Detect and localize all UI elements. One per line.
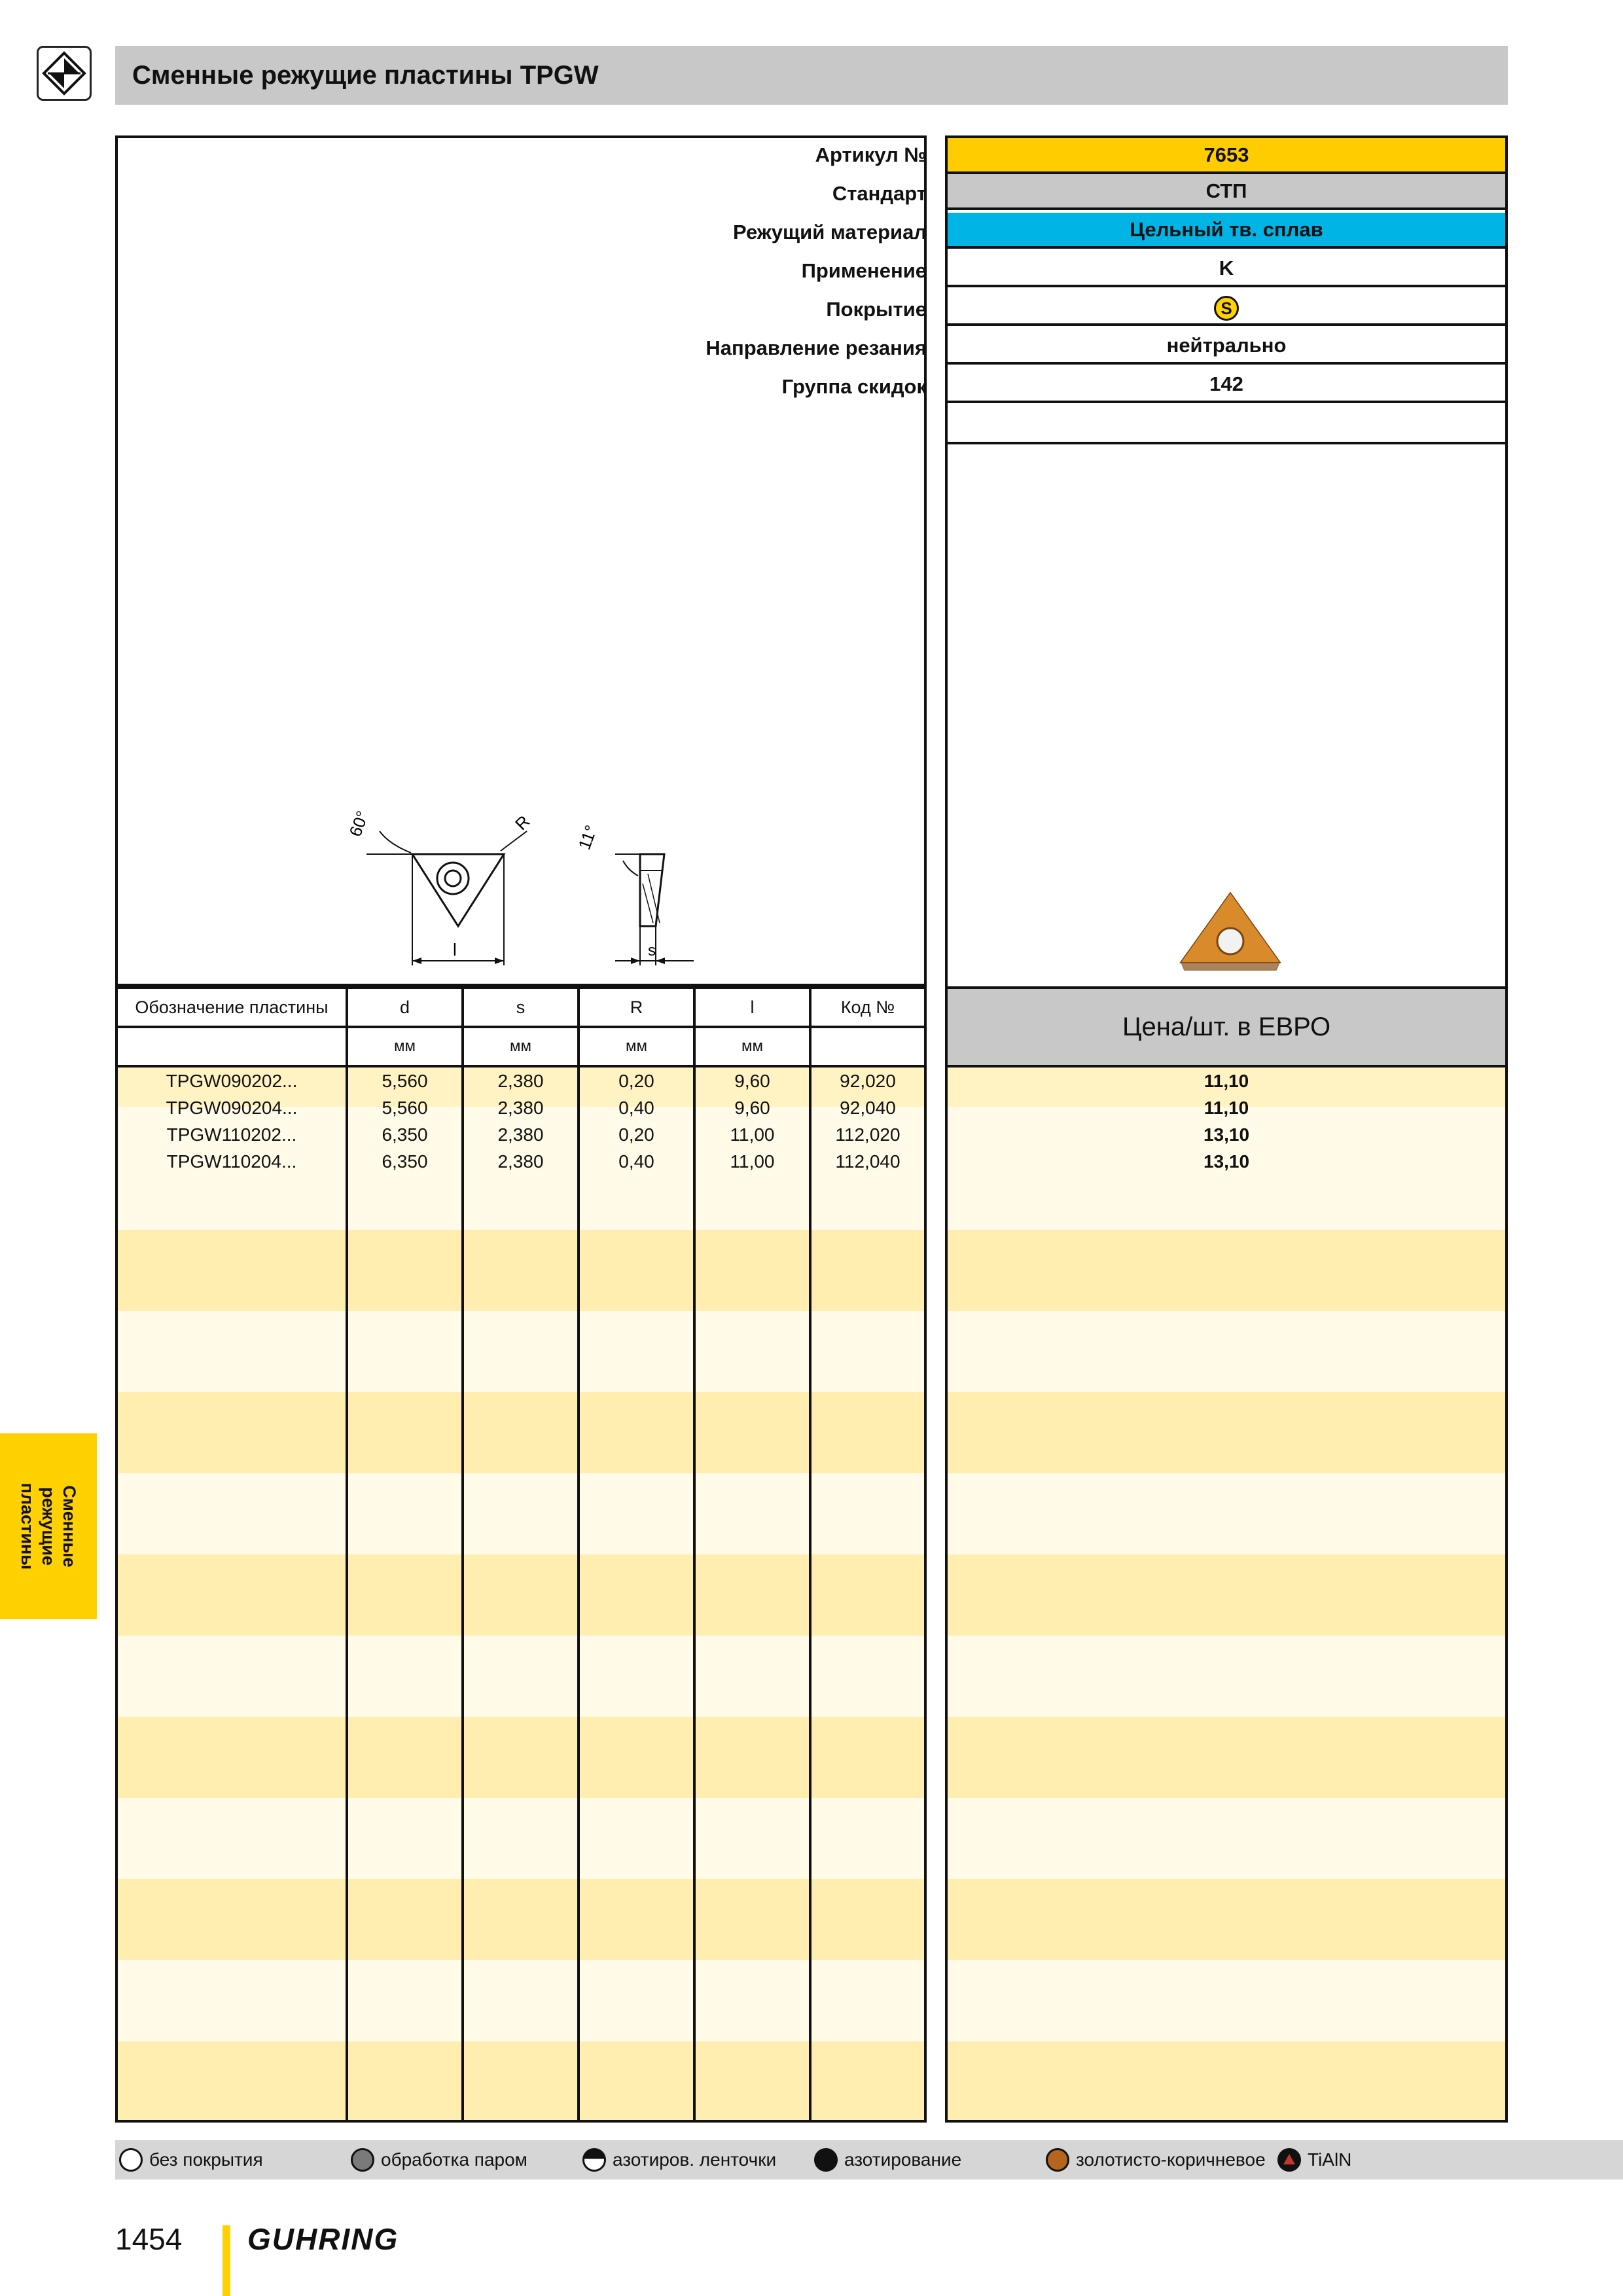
table-row-3-d: 6,350	[382, 1124, 428, 1145]
table-row-3-designation: TPGW110202...	[166, 1124, 297, 1145]
table-band	[118, 1960, 924, 2041]
column-header-l: l	[750, 997, 755, 1017]
table-row-4-r: 0,40	[618, 1151, 654, 1172]
price-band	[948, 1311, 1505, 1392]
price-band	[948, 1960, 1505, 2041]
table-row-4-designation: TPGW110204...	[166, 1151, 297, 1172]
section-side-tab-label	[0, 1433, 97, 1619]
price-band	[948, 1230, 1505, 1311]
radius-label: R	[511, 811, 534, 834]
footer-accent-bar	[223, 2225, 230, 2296]
table-row-4-d: 6,350	[382, 1151, 428, 1172]
column-header-s: s	[516, 997, 526, 1017]
table-band	[118, 1798, 924, 1879]
table-row-2-price: 11,10	[1204, 1098, 1249, 1118]
table-band	[118, 1879, 924, 1960]
property-label-standard: Стандарт	[832, 182, 927, 205]
table-band	[118, 1230, 924, 1311]
coating-value: S	[1221, 298, 1232, 318]
table-row-2-code: 92,040	[840, 1098, 896, 1118]
unit-l: мм	[741, 1037, 763, 1055]
table-row-4-code: 112,040	[835, 1151, 901, 1172]
table-row-1-code: 92,020	[840, 1071, 896, 1091]
table-row-2-r: 0,40	[618, 1098, 654, 1118]
property-label-coating: Покрытие	[826, 298, 927, 321]
table-band	[118, 1473, 924, 1554]
table-row-1-s: 2,380	[497, 1071, 544, 1091]
insert-drawing	[340, 792, 707, 982]
table-row-2-l: 9,60	[734, 1098, 770, 1118]
brand-logo: GUHRING	[247, 2222, 399, 2256]
insert-product-image	[1178, 890, 1283, 975]
property-label-cutting-direction: Направление резания	[705, 336, 927, 359]
nitrided-lands-icon	[582, 2148, 606, 2172]
coating-cell	[948, 290, 1505, 326]
legend-label-nitrided-lands: азотиров. ленточки	[613, 2149, 777, 2170]
empty-property-cell	[948, 406, 1505, 444]
price-header: Цена/шт. в ЕВРО	[948, 989, 1505, 1065]
uncoated-icon	[119, 2148, 143, 2172]
article-number-cell: 7653	[948, 138, 1505, 174]
column-header-r: R	[630, 997, 643, 1017]
thickness-label: s	[648, 942, 656, 960]
table-row-1-price: 11,10	[1204, 1071, 1249, 1091]
coating-s-icon	[1214, 296, 1239, 321]
angle-label: 60°	[345, 808, 373, 840]
unit-s: мм	[510, 1037, 531, 1055]
nitrided-icon	[814, 2148, 838, 2172]
page-title: Сменные режущие пластины TPGW	[132, 61, 599, 90]
table-row-4-s: 2,380	[497, 1151, 544, 1172]
side-tab-line-3: пластины	[18, 1482, 37, 1570]
table-row-1-designation: TPGW090202...	[166, 1071, 298, 1091]
price-band	[948, 1879, 1505, 1960]
table-row-2-s: 2,380	[497, 1098, 544, 1118]
table-row-4-l: 11,00	[730, 1151, 775, 1172]
price-band	[948, 1717, 1505, 1798]
steam-treated-icon	[351, 2148, 374, 2172]
application-cell: K	[948, 251, 1505, 287]
table-band	[118, 2041, 924, 2120]
table-row-1-r: 0,20	[618, 1071, 654, 1091]
legend-label-gold-brown: золотисто-коричневое	[1076, 2149, 1266, 2170]
gold-brown-icon	[1046, 2148, 1069, 2172]
brand-logo-icon	[37, 46, 92, 101]
legend-label-tialn: TiAlN	[1308, 2149, 1352, 2170]
insert-side-view	[574, 823, 694, 965]
price-band	[948, 1798, 1505, 1879]
table-row-3-l: 11,00	[730, 1124, 775, 1145]
standard-cell: СТП	[948, 174, 1505, 210]
insert-top-view	[345, 808, 533, 965]
legend-label-uncoated: без покрытия	[149, 2149, 263, 2170]
price-band	[948, 1636, 1505, 1717]
table-band	[118, 1554, 924, 1636]
property-label-discount-group: Группа скидок	[781, 375, 927, 398]
property-label-material: Режущий материал	[733, 221, 927, 243]
column-header-code: Код №	[840, 997, 895, 1017]
cutting-direction-cell: нейтрально	[948, 329, 1505, 365]
unit-d: мм	[394, 1037, 416, 1055]
legend-label-steam: обработка паром	[381, 2149, 527, 2170]
side-tab-line-1: Сменные	[60, 1485, 79, 1568]
price-band	[948, 2041, 1505, 2120]
table-row-3-price: 13,10	[1203, 1124, 1250, 1145]
tialn-icon	[1277, 2148, 1301, 2172]
table-band	[118, 1392, 924, 1473]
unit-r: мм	[626, 1037, 647, 1055]
table-band	[118, 1717, 924, 1798]
price-band	[948, 1554, 1505, 1636]
table-row-2-designation: TPGW090204...	[166, 1098, 298, 1118]
table-row-2-d: 5,560	[382, 1098, 428, 1118]
price-band	[948, 1473, 1505, 1554]
price-header-top-border	[945, 986, 1508, 989]
table-row-4-price: 13,10	[1203, 1151, 1250, 1172]
table-band	[118, 1636, 924, 1717]
table-row-1-l: 9,60	[734, 1071, 770, 1091]
page-number: 1454	[115, 2222, 183, 2256]
table-row-3-code: 112,020	[835, 1124, 901, 1145]
property-label-application: Применение	[801, 259, 927, 282]
table-row-3-s: 2,380	[497, 1124, 544, 1145]
length-label: l	[453, 940, 457, 960]
price-band	[948, 1392, 1505, 1473]
table-row-1-d: 5,560	[382, 1071, 428, 1091]
property-label-article: Артикул №	[815, 143, 927, 166]
legend-label-nitrided: азотирование	[844, 2149, 962, 2170]
material-cell: Цельный тв. сплав	[948, 213, 1505, 249]
table-row-3-r: 0,20	[618, 1124, 654, 1145]
discount-group-cell: 142	[948, 367, 1505, 403]
table-band	[118, 1311, 924, 1392]
clearance-angle-label: 11°	[574, 822, 601, 853]
column-header-d: d	[399, 997, 410, 1017]
side-tab-line-2: режущие	[39, 1487, 58, 1566]
column-header-designation: Обозначение пластины	[135, 997, 329, 1017]
